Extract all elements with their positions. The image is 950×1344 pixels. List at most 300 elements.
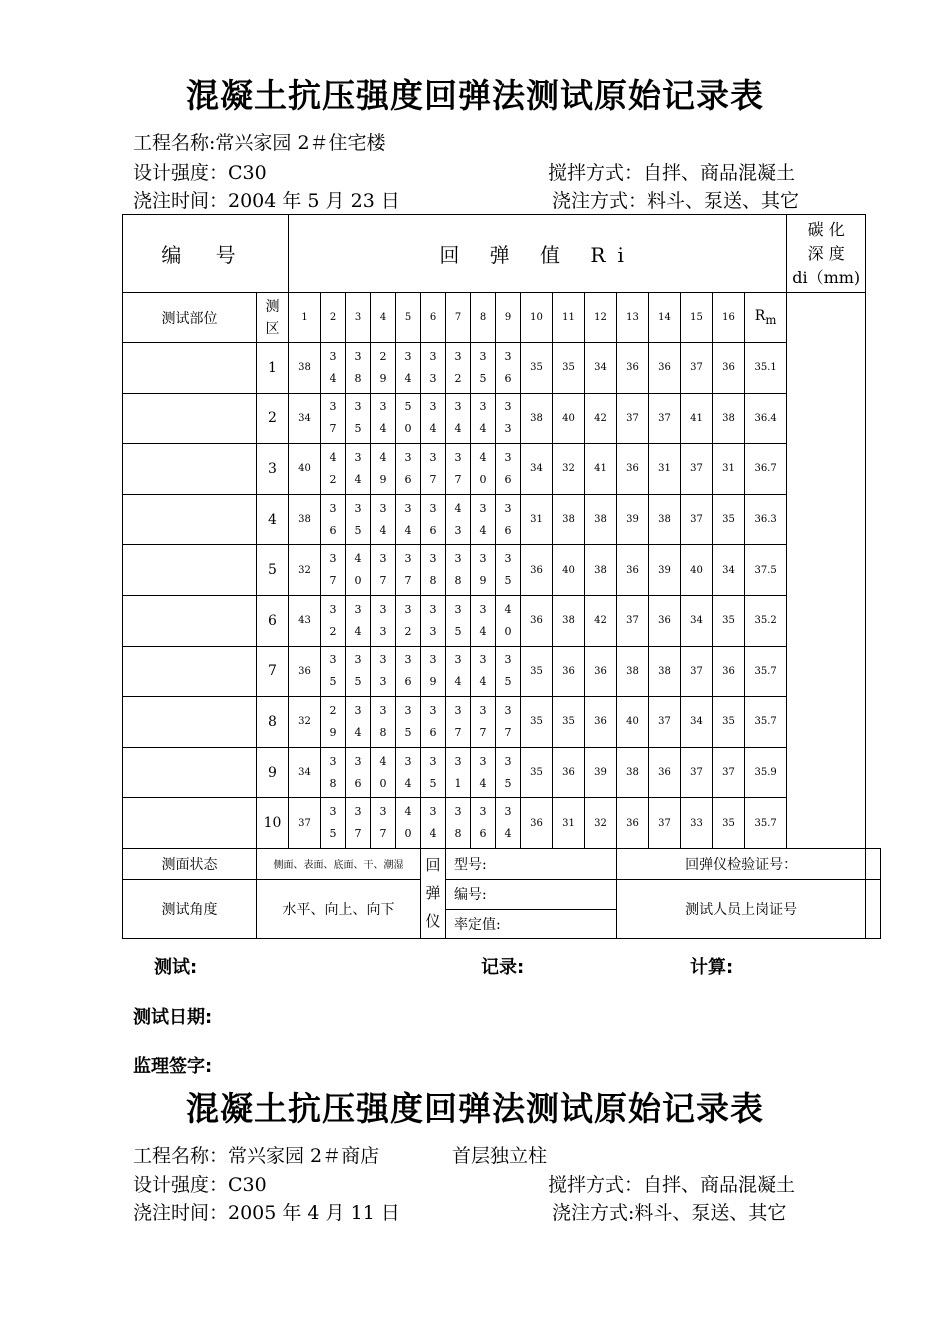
reading-cell: 36 [521,798,553,849]
reading-cell: 32 [585,798,617,849]
zone-number: 1 [257,343,289,394]
col-header: 6 [421,293,446,343]
reading-digit: 3 [354,400,362,414]
reading-cell: 37 [617,393,649,444]
instrument-char: 回 [425,856,441,875]
reading-digit: 3 [354,805,362,819]
reading-cell-wrapped [421,545,446,596]
test-part-cell [123,747,257,798]
reading-cell-wrapped [421,343,446,394]
reading-digit: 3 [429,501,437,515]
reading-digit: 4 [454,675,462,689]
reading-digit: 3 [379,602,387,616]
reading-cell-wrapped [396,747,421,798]
sign-record: 记录: [481,957,525,978]
reading-cell-wrapped [421,393,446,444]
reading-digit: 4 [354,624,362,638]
reading-cell: 38 [617,747,649,798]
rm-value: 35.7 [745,697,787,748]
reading-cell-wrapped [471,444,496,495]
reading-digit: 3 [404,754,412,768]
reading-digit: 0 [504,624,512,638]
reading-digit: 5 [354,675,362,689]
reading-cell: 38 [649,494,681,545]
reading-digit: 7 [429,472,437,486]
reading-digit: 8 [354,371,362,385]
page-title-2: 混凝土抗压强度回弹法测试原始记录表 [186,1089,764,1128]
col-header: 5 [396,293,421,343]
reading-cell-wrapped [371,646,396,697]
col-header: 10 [521,293,553,343]
reading-digit: 7 [454,725,462,739]
reading-digit: 3 [354,501,362,515]
reading-cell-wrapped [471,646,496,697]
reading-cell: 37 [681,444,713,495]
table-row [123,747,881,798]
reading-cell: 34 [521,444,553,495]
reading-cell-wrapped [321,545,346,596]
reading-digit: 1 [454,776,462,790]
reading-cell-wrapped [396,444,421,495]
reading-cell-wrapped [371,747,396,798]
reading-cell-wrapped [446,798,471,849]
reading-digit: 3 [454,653,462,667]
header-id: 编 号 [123,215,289,293]
reading-cell: 36 [617,343,649,394]
reading-cell-wrapped [321,595,346,646]
col-header-rm: $R_m$ [745,293,787,343]
reading-cell-wrapped [496,697,521,748]
table-row [123,646,881,697]
reading-cell-wrapped [421,697,446,748]
footer-row-surface [123,848,881,879]
zone-number: 9 [257,747,289,798]
reading-digit: 3 [379,703,387,717]
reading-digit: 6 [429,725,437,739]
reading-cell-wrapped [471,393,496,444]
reading-cell: 35 [521,747,553,798]
reading-cell: 37 [713,747,745,798]
reading-cell: 40 [289,444,321,495]
reading-cell-wrapped [446,393,471,444]
reading-cell: 36 [585,646,617,697]
rm-value: 35.7 [745,646,787,697]
reading-cell-wrapped [346,697,371,748]
reading-digit: 6 [504,523,512,537]
instrument-char: 弹 [425,884,441,903]
test-part-cell [123,393,257,444]
reading-cell-wrapped [371,545,396,596]
reading-cell-wrapped [321,393,346,444]
reading-digit: 6 [329,523,337,537]
reading-digit: 8 [379,725,387,739]
header-zone: 测 区 [257,293,289,343]
reading-cell: 35 [553,343,585,394]
reading-digit: 5 [454,624,462,638]
reading-cell: 38 [521,393,553,444]
reading-cell: 37 [681,494,713,545]
reading-digit: 3 [429,450,437,464]
reading-cell: 39 [617,494,649,545]
rebound-record-table [122,214,881,939]
reading-cell-wrapped [496,595,521,646]
reading-cell: 37 [649,798,681,849]
reading-cell: 37 [617,595,649,646]
reading-digit: 7 [379,574,387,588]
reading-digit: 9 [329,725,337,739]
reading-digit: 4 [479,523,487,537]
reading-digit: 3 [504,450,512,464]
reading-cell: 40 [553,393,585,444]
reading-cell-wrapped [321,343,346,394]
reading-cell-wrapped [396,545,421,596]
reading-digit: 3 [479,349,487,363]
reading-cell-wrapped [346,494,371,545]
reading-cell: 42 [585,595,617,646]
reading-digit: 2 [329,703,337,717]
column-header-row [123,293,881,343]
reading-cell: 36 [617,545,649,596]
staff-cert-field: 测试人员上岗证号 [617,879,866,938]
reading-cell: 31 [553,798,585,849]
reading-cell-wrapped [446,595,471,646]
reading-cell-wrapped [446,697,471,748]
table-row [123,393,881,444]
reading-cell-wrapped [421,747,446,798]
instrument-cert-field: 回弹仪检验证号： [617,848,866,879]
col-header: 8 [471,293,496,343]
reading-digit: 7 [329,574,337,588]
reading-digit: 3 [479,703,487,717]
reading-digit: 8 [454,574,462,588]
reading-cell-wrapped [321,697,346,748]
reading-cell-wrapped [396,393,421,444]
col-header: 11 [553,293,585,343]
reading-cell-wrapped [446,747,471,798]
reading-cell-wrapped [371,697,396,748]
pour-time-2: 浇注时间：2005 年 4 月 11 日 [133,1202,400,1224]
reading-cell-wrapped [346,747,371,798]
reading-cell: 37 [289,798,321,849]
reading-cell-wrapped [371,798,396,849]
reading-cell-wrapped [496,747,521,798]
reading-digit: 3 [404,450,412,464]
reading-digit: 3 [354,349,362,363]
reading-cell-wrapped [346,444,371,495]
reading-cell: 38 [585,494,617,545]
reading-cell-wrapped [396,494,421,545]
reading-cell: 35 [713,798,745,849]
reading-cell-wrapped [421,646,446,697]
mixing-method-2: 搅拌方式：自拌、商品混凝土 [548,1174,796,1196]
angle-value: 水平、向上、向下 [257,879,421,938]
col-header: 12 [585,293,617,343]
reading-digit: 5 [504,776,512,790]
reading-digit: 0 [479,472,487,486]
reading-cell-wrapped [471,545,496,596]
reading-digit: 8 [329,776,337,790]
reading-digit: 4 [479,624,487,638]
reading-digit: 4 [404,523,412,537]
reading-cell-wrapped [496,343,521,394]
surface-value: 侧面、表面、底面、干、潮湿 [257,848,421,879]
reading-digit: 4 [379,523,387,537]
reading-digit: 3 [354,602,362,616]
reading-digit: 3 [429,653,437,667]
reading-cell-wrapped [446,343,471,394]
reading-cell-wrapped [446,444,471,495]
instrument-char: 仪 [425,912,441,931]
reading-digit: 3 [479,805,487,819]
reading-cell: 40 [553,545,585,596]
reading-digit: 3 [404,703,412,717]
angle-label: 测试角度 [123,879,257,938]
reading-digit: 4 [479,422,487,436]
col-header: 2 [321,293,346,343]
reading-cell: 31 [713,444,745,495]
reading-cell: 36 [553,646,585,697]
reading-digit: 3 [479,552,487,566]
carbonation-depth-cell [787,293,866,849]
rm-value: 36.7 [745,444,787,495]
zone-number: 5 [257,545,289,596]
reading-cell-wrapped [321,646,346,697]
reading-digit: 0 [354,574,362,588]
header-rebound-value: 回 弹 值 Ri [289,215,787,293]
reading-digit: 4 [329,371,337,385]
reading-cell: 34 [289,393,321,444]
reading-digit: 5 [504,675,512,689]
reading-digit: 6 [354,776,362,790]
col-header: 13 [617,293,649,343]
reading-cell-wrapped [446,646,471,697]
test-part-cell [123,798,257,849]
reading-cell: 34 [681,595,713,646]
reading-cell-wrapped [446,494,471,545]
reading-digit: 3 [354,450,362,464]
reading-cell: 36 [713,343,745,394]
reading-cell: 38 [617,646,649,697]
reading-cell: 41 [681,393,713,444]
col-header: 14 [649,293,681,343]
reading-digit: 6 [479,827,487,841]
reading-digit: 3 [354,703,362,717]
reading-digit: 3 [504,754,512,768]
reading-cell: 41 [585,444,617,495]
col-header: 15 [681,293,713,343]
reading-digit: 4 [379,422,387,436]
reading-cell: 40 [617,697,649,748]
reading-digit: 8 [454,827,462,841]
reading-digit: 4 [354,472,362,486]
reading-cell: 37 [681,747,713,798]
design-strength: 设计强度：C30 [133,162,267,184]
reading-digit: 3 [379,675,387,689]
reading-cell-wrapped [471,697,496,748]
col-header: 4 [371,293,396,343]
reading-digit: 3 [479,400,487,414]
reading-digit: 3 [479,754,487,768]
reading-digit: 3 [404,552,412,566]
reading-cell-wrapped [421,494,446,545]
test-part-cell [123,646,257,697]
reading-cell: 34 [681,697,713,748]
reading-cell: 37 [681,646,713,697]
reading-cell: 32 [289,545,321,596]
reading-digit: 3 [454,703,462,717]
reading-digit: 3 [454,450,462,464]
reading-digit: 3 [429,754,437,768]
reading-digit: 2 [329,624,337,638]
sign-test: 测试: [154,957,198,978]
rm-value: 36.3 [745,494,787,545]
reading-digit: 3 [429,371,437,385]
reading-cell: 32 [553,444,585,495]
col-header: 16 [713,293,745,343]
reading-cell: 38 [649,646,681,697]
reading-cell: 36 [553,747,585,798]
reading-cell: 40 [681,545,713,596]
rating-field: 率定值: [446,909,617,938]
reading-digit: 2 [329,472,337,486]
col-header: 3 [346,293,371,343]
table-row [123,444,881,495]
reading-digit: 3 [504,349,512,363]
reading-digit: 3 [379,653,387,667]
mixing-method: 搅拌方式：自拌、商品混凝土 [548,162,796,184]
reading-digit: 3 [404,501,412,515]
header-test-part: 测试部位 [123,293,257,343]
reading-digit: 5 [479,371,487,385]
reading-digit: 3 [429,703,437,717]
reading-cell: 34 [289,747,321,798]
reading-digit: 3 [354,754,362,768]
reading-cell: 38 [553,595,585,646]
reading-digit: 3 [429,624,437,638]
model-field: 型号: [446,848,617,879]
pour-method-2: 浇注方式:料斗、泵送、其它 [552,1202,787,1224]
table-row [123,798,881,849]
reading-digit: 3 [429,400,437,414]
reading-digit: 6 [404,675,412,689]
reading-cell-wrapped [396,646,421,697]
rm-value: 36.4 [745,393,787,444]
reading-digit: 3 [329,349,337,363]
pour-method: 浇注方式：料斗、泵送、其它 [552,190,800,212]
reading-cell-wrapped [446,545,471,596]
rm-value: 37.5 [745,545,787,596]
reading-cell: 38 [553,494,585,545]
surface-label: 测面状态 [123,848,257,879]
reading-digit: 5 [404,725,412,739]
reading-digit: 4 [404,776,412,790]
reading-cell: 34 [713,545,745,596]
reading-cell-wrapped [396,595,421,646]
reading-cell: 39 [585,747,617,798]
reading-cell: 37 [649,393,681,444]
reading-digit: 4 [379,450,387,464]
reading-cell: 37 [681,343,713,394]
blank-cell [866,879,881,938]
reading-cell: 35 [713,494,745,545]
zone-number: 7 [257,646,289,697]
reading-cell: 32 [289,697,321,748]
reading-digit: 4 [354,552,362,566]
blank-cell [866,848,881,879]
reading-digit: 7 [379,827,387,841]
test-part-cell [123,545,257,596]
reading-cell-wrapped [396,697,421,748]
reading-cell-wrapped [321,747,346,798]
reading-cell: 36 [649,595,681,646]
reading-cell-wrapped [346,343,371,394]
reading-cell: 36 [521,595,553,646]
zone-number: 2 [257,393,289,444]
reading-digit: 2 [454,371,462,385]
reading-cell: 42 [585,393,617,444]
reading-digit: 3 [429,349,437,363]
reading-digit: 4 [454,501,462,515]
rebound-instrument-label [421,848,446,938]
reading-digit: 3 [454,805,462,819]
reading-cell: 36 [617,444,649,495]
reading-cell-wrapped [421,798,446,849]
reading-digit: 0 [404,827,412,841]
reading-digit: 3 [404,602,412,616]
reading-digit: 4 [429,422,437,436]
reading-digit: 0 [404,422,412,436]
footer-row-angle [123,879,881,909]
reading-cell-wrapped [346,595,371,646]
reading-digit: 3 [404,349,412,363]
reading-digit: 7 [504,725,512,739]
reading-cell-wrapped [371,494,396,545]
reading-digit: 3 [329,805,337,819]
col-header: 7 [446,293,471,343]
zone-number: 10 [257,798,289,849]
reading-digit: 3 [504,805,512,819]
reading-digit: 3 [379,400,387,414]
reading-cell: 33 [681,798,713,849]
project-name-2: 工程名称：常兴家园 2＃商店 [133,1145,380,1167]
reading-cell-wrapped [321,798,346,849]
table-row [123,545,881,596]
reading-digit: 6 [404,472,412,486]
zone-number: 6 [257,595,289,646]
reading-digit: 3 [479,653,487,667]
reading-cell: 35 [521,646,553,697]
reading-cell-wrapped [471,494,496,545]
rm-value: 35.2 [745,595,787,646]
reading-cell: 39 [649,545,681,596]
test-part-cell [123,595,257,646]
reading-digit: 4 [354,725,362,739]
test-part-cell [123,444,257,495]
reading-digit: 9 [429,675,437,689]
reading-cell-wrapped [371,343,396,394]
reading-cell-wrapped [471,595,496,646]
reading-cell: 34 [585,343,617,394]
reading-digit: 3 [454,552,462,566]
reading-cell-wrapped [496,646,521,697]
test-part-cell [123,494,257,545]
reading-digit: 6 [429,523,437,537]
zone-number: 4 [257,494,289,545]
reading-cell-wrapped [496,393,521,444]
reading-cell: 35 [521,343,553,394]
test-part-cell [123,697,257,748]
reading-digit: 3 [454,754,462,768]
